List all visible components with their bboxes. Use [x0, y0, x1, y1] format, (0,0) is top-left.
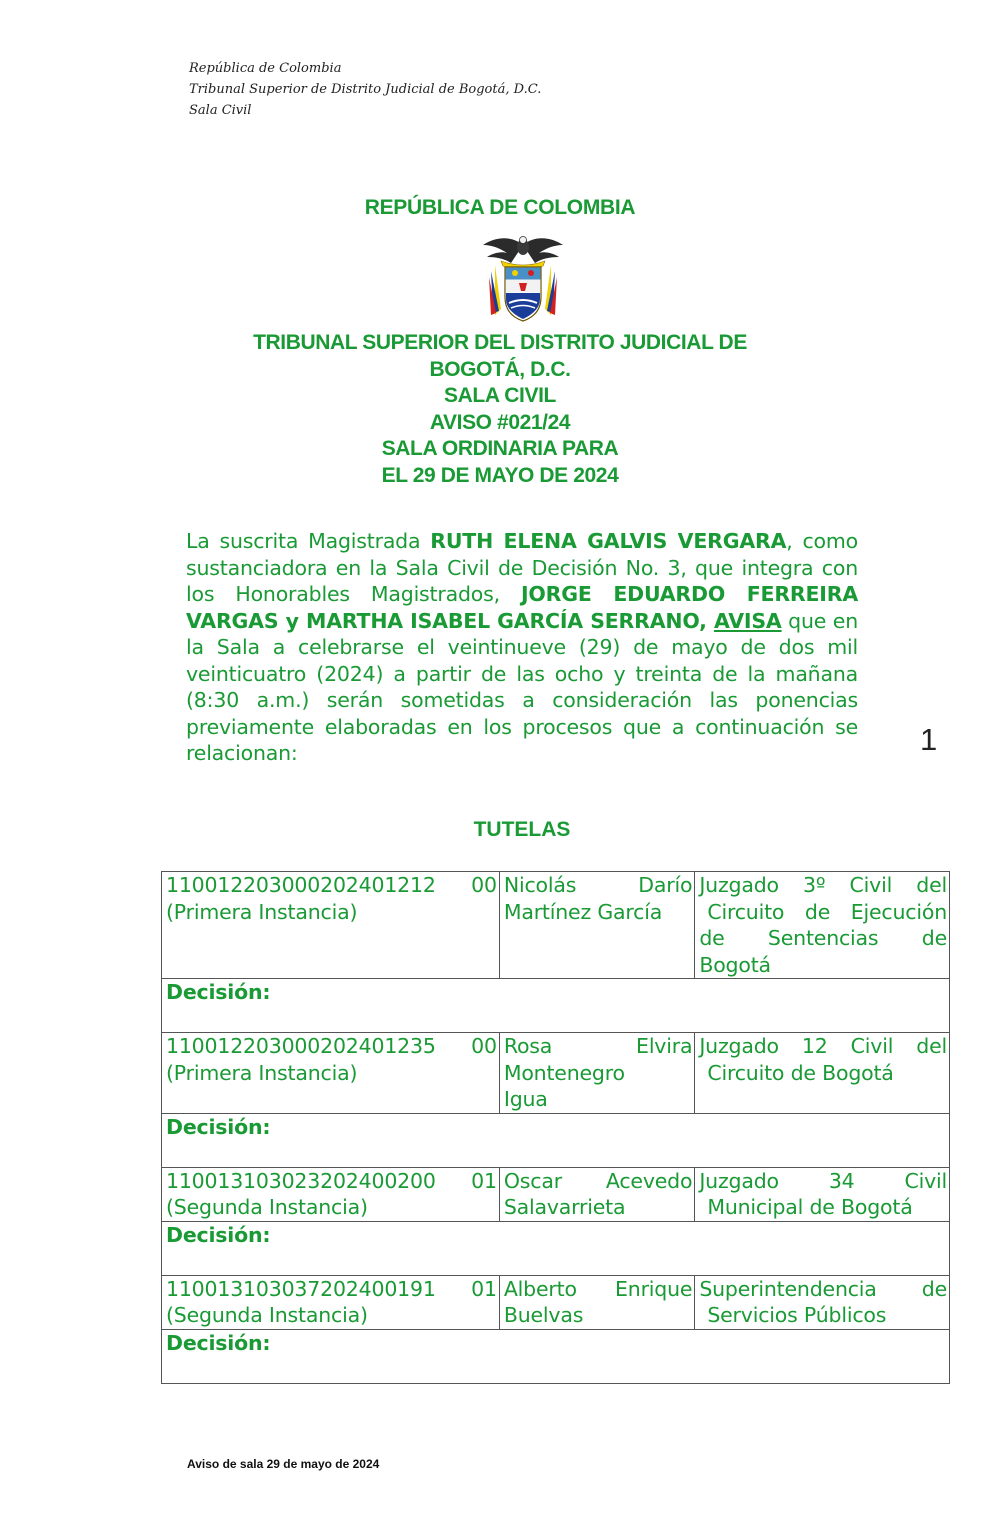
case-parte: Rosa Elvira — [503, 1034, 693, 1058]
case-parte-cell — [499, 872, 694, 979]
title-line: SALA CIVIL — [444, 384, 556, 407]
case-parte: Igua — [503, 1087, 548, 1111]
case-radicado-cell — [162, 872, 500, 979]
title-line: TRIBUNAL SUPERIOR DEL DISTRITO JUDICIAL DE — [253, 331, 747, 354]
case-juzgado: Superintendencia de — [699, 1276, 947, 1301]
case-radicado: 110012203000202401235 00 — [166, 1034, 497, 1058]
case-instancia: (Primera Instancia) — [166, 1060, 358, 1085]
magistrado-name: JORGE EDUARDO FERREIRA VARGAS — [186, 582, 858, 633]
title-line: SALA ORDINARIA PARA — [381, 437, 619, 460]
cases-table — [161, 871, 950, 1384]
table-row — [162, 1221, 950, 1275]
case-juzgado-cell — [695, 1167, 950, 1221]
case-instancia: (Segunda Instancia) — [166, 1303, 368, 1327]
intro-text: , — [699, 608, 714, 633]
table-row — [162, 1113, 950, 1167]
case-juzgado-cell — [695, 1033, 950, 1114]
intro-conjunction: y — [278, 608, 307, 633]
case-juzgado: Juzgado 34 Civil — [699, 1168, 947, 1193]
case-parte-cell — [499, 1033, 694, 1114]
case-decision: Decisión: — [162, 1329, 950, 1383]
case-parte-cell — [499, 1275, 694, 1329]
intro-paragraph — [186, 528, 858, 767]
case-radicado: 110013103023202400200 01 — [166, 1168, 497, 1193]
case-radicado: 110012203000202401212 00 — [166, 873, 497, 897]
header-chamber: Sala Civil — [189, 103, 252, 118]
table-row — [162, 1033, 950, 1114]
case-radicado-cell — [162, 1167, 500, 1221]
case-instancia: (Primera Instancia) — [166, 899, 358, 924]
case-juzgado: Juzgado 3º Civil del — [699, 873, 947, 897]
case-parte: Oscar Acevedo — [503, 1168, 693, 1193]
case-parte: Salavarrieta — [503, 1195, 626, 1219]
intro-text: La suscrita Magistrada — [186, 529, 431, 553]
table-row — [162, 1167, 950, 1221]
case-radicado-cell — [162, 1033, 500, 1114]
intro-text: que en la Sala a celebrarse el veintinueve (29) de mayo de dos mil veinticuatro (2024) a partir de las ocho y treinta de la mañana (8:30 a.m.) serán sometidas a consideración las ponencias previamente elaboradas en los procesos que a continuación se relacionan: — [186, 608, 859, 765]
page-footer: Aviso de sala 29 de mayo de 2024 — [187, 1457, 380, 1471]
case-instancia: (Segunda Instancia) — [166, 1195, 368, 1219]
case-decision: Decisión: — [162, 1113, 950, 1167]
header-country: República de Colombia — [189, 61, 342, 76]
magistrado-name: MARTHA ISABEL GARCÍA SERRANO — [306, 608, 700, 633]
table-row — [162, 979, 950, 1033]
case-parte: Montenegro — [503, 1060, 625, 1085]
case-parte: Martínez García — [503, 899, 663, 924]
table-row — [162, 1329, 950, 1383]
page-number: 1 — [920, 722, 938, 757]
case-radicado-cell — [162, 1275, 500, 1329]
case-juzgado: Circuito de Ejecución — [707, 899, 947, 924]
case-juzgado: Circuito de Bogotá — [707, 1060, 894, 1085]
case-juzgado: Municipal de Bogotá — [707, 1195, 913, 1219]
magistrada-name: RUTH ELENA GALVIS VERGARA — [430, 529, 787, 553]
case-juzgado: de Sentencias de — [699, 926, 947, 950]
section-title: TUTELAS — [473, 818, 571, 841]
case-juzgado: Servicios Públicos — [707, 1303, 887, 1327]
title-line: AVISO #021/24 — [429, 410, 571, 434]
title-line: EL 29 DE MAYO DE 2024 — [381, 463, 619, 487]
colombia-coat-of-arms-icon — [481, 231, 565, 323]
case-decision: Decisión: — [162, 1221, 950, 1275]
case-decision: Decisión: — [162, 979, 950, 1033]
case-parte: Buelvas — [503, 1303, 584, 1327]
table-row — [162, 872, 950, 979]
country-title: REPÚBLICA DE COLOMBIA — [364, 196, 636, 219]
notice-title — [0, 330, 1000, 489]
avisa-label: AVISA — [713, 608, 782, 633]
case-juzgado-cell — [695, 872, 950, 979]
case-juzgado-cell — [695, 1275, 950, 1329]
intro-text: , como sustanciadora en la Sala Civil de Decisión No. 3, que integra con los Honorables Magistrados, — [186, 529, 858, 606]
case-parte: Nicolás Darío — [503, 873, 693, 897]
document-header — [189, 58, 541, 121]
header-court: Tribunal Superior de Distrito Judicial de Bogotá, D.C. — [189, 82, 542, 97]
case-parte: Alberto Enrique — [503, 1276, 693, 1301]
table-row — [162, 1275, 950, 1329]
case-radicado: 110013103037202400191 01 — [166, 1276, 497, 1301]
case-juzgado: Juzgado 12 Civil del — [699, 1034, 947, 1058]
case-juzgado: Bogotá — [699, 952, 771, 977]
case-parte-cell — [499, 1167, 694, 1221]
title-line: BOGOTÁ, D.C. — [429, 357, 571, 381]
